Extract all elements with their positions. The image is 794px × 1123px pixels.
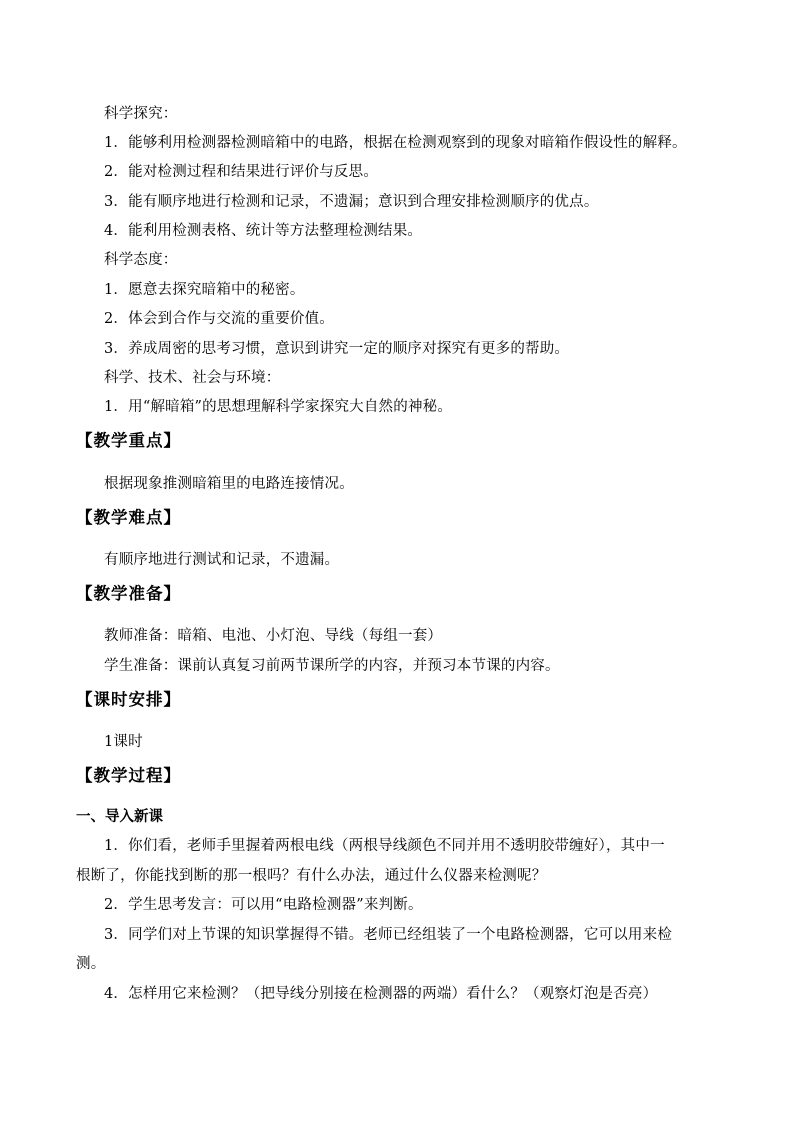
key-points-heading: 【教学重点】 [76, 431, 181, 450]
inquiry-item-2: 2．能对检测过程和结果进行评价与反思。 [104, 164, 379, 180]
preparation-heading: 【教学准备】 [76, 584, 181, 603]
process-line-3: 2．学生思考发言：可以用“电路检测器”来判断。 [104, 897, 423, 913]
process-line-5: 测。 [76, 956, 106, 972]
attitude-title: 科学态度： [104, 252, 178, 268]
process-line-1: 1．你们看，老师手里握着两根电线（两根导线颜色不同并用不透明胶带缠好），其中一 [104, 838, 665, 854]
inquiry-item-1: 1．能够利用检测器检测暗箱中的电路，根据在检测观察到的现象对暗箱作假设性的解释。 [104, 135, 687, 151]
key-points-text: 根据现象推测暗箱里的电路连接情况。 [104, 476, 354, 492]
inquiry-item-4: 4．能利用检测表格、统计等方法整理检测结果。 [104, 223, 423, 239]
process-line-2: 根断了，你能找到断的那一根吗？有什么办法，通过什么仪器来检测呢？ [76, 868, 547, 884]
inquiry-title: 科学探究： [104, 106, 178, 122]
attitude-item-2: 2．体会到合作与交流的重要价值。 [104, 311, 334, 327]
sts-title: 科学、技术、社会与环境： [104, 370, 281, 386]
process-heading: 【教学过程】 [76, 766, 181, 785]
student-preparation: 学生准备：课前认真复习前两节课所学的内容，并预习本节课的内容。 [104, 658, 560, 674]
attitude-item-1: 1．愿意去探究暗箱中的秘密。 [104, 282, 305, 298]
process-line-6: 4．怎样用它来检测？（把导线分别接在检测器的两端）看什么？（观察灯泡是否亮） [104, 986, 658, 1002]
teacher-preparation: 教师准备：暗箱、电池、小灯泡、导线（每组一套） [104, 628, 443, 644]
schedule-text: 1课时 [104, 734, 143, 750]
inquiry-item-3: 3．能有顺序地进行检测和记录，不遗漏；意识到合理安排检测顺序的优点。 [104, 194, 599, 210]
difficulties-text: 有顺序地进行测试和记录，不遗漏。 [104, 552, 340, 568]
attitude-item-3: 3．养成周密的思考习惯，意识到讲究一定的顺序对探究有更多的帮助。 [104, 341, 570, 357]
section-title-intro: 一、导入新课 [76, 809, 163, 825]
difficulties-heading: 【教学难点】 [76, 508, 181, 527]
process-line-4: 3．同学们对上节课的知识掌握得不错。老师已经组装了一个电路检测器，它可以用来检 [104, 927, 673, 943]
schedule-heading: 【课时安排】 [76, 690, 181, 709]
sts-item-1: 1．用“解暗箱”的思想理解科学家探究大自然的神秘。 [104, 399, 453, 415]
